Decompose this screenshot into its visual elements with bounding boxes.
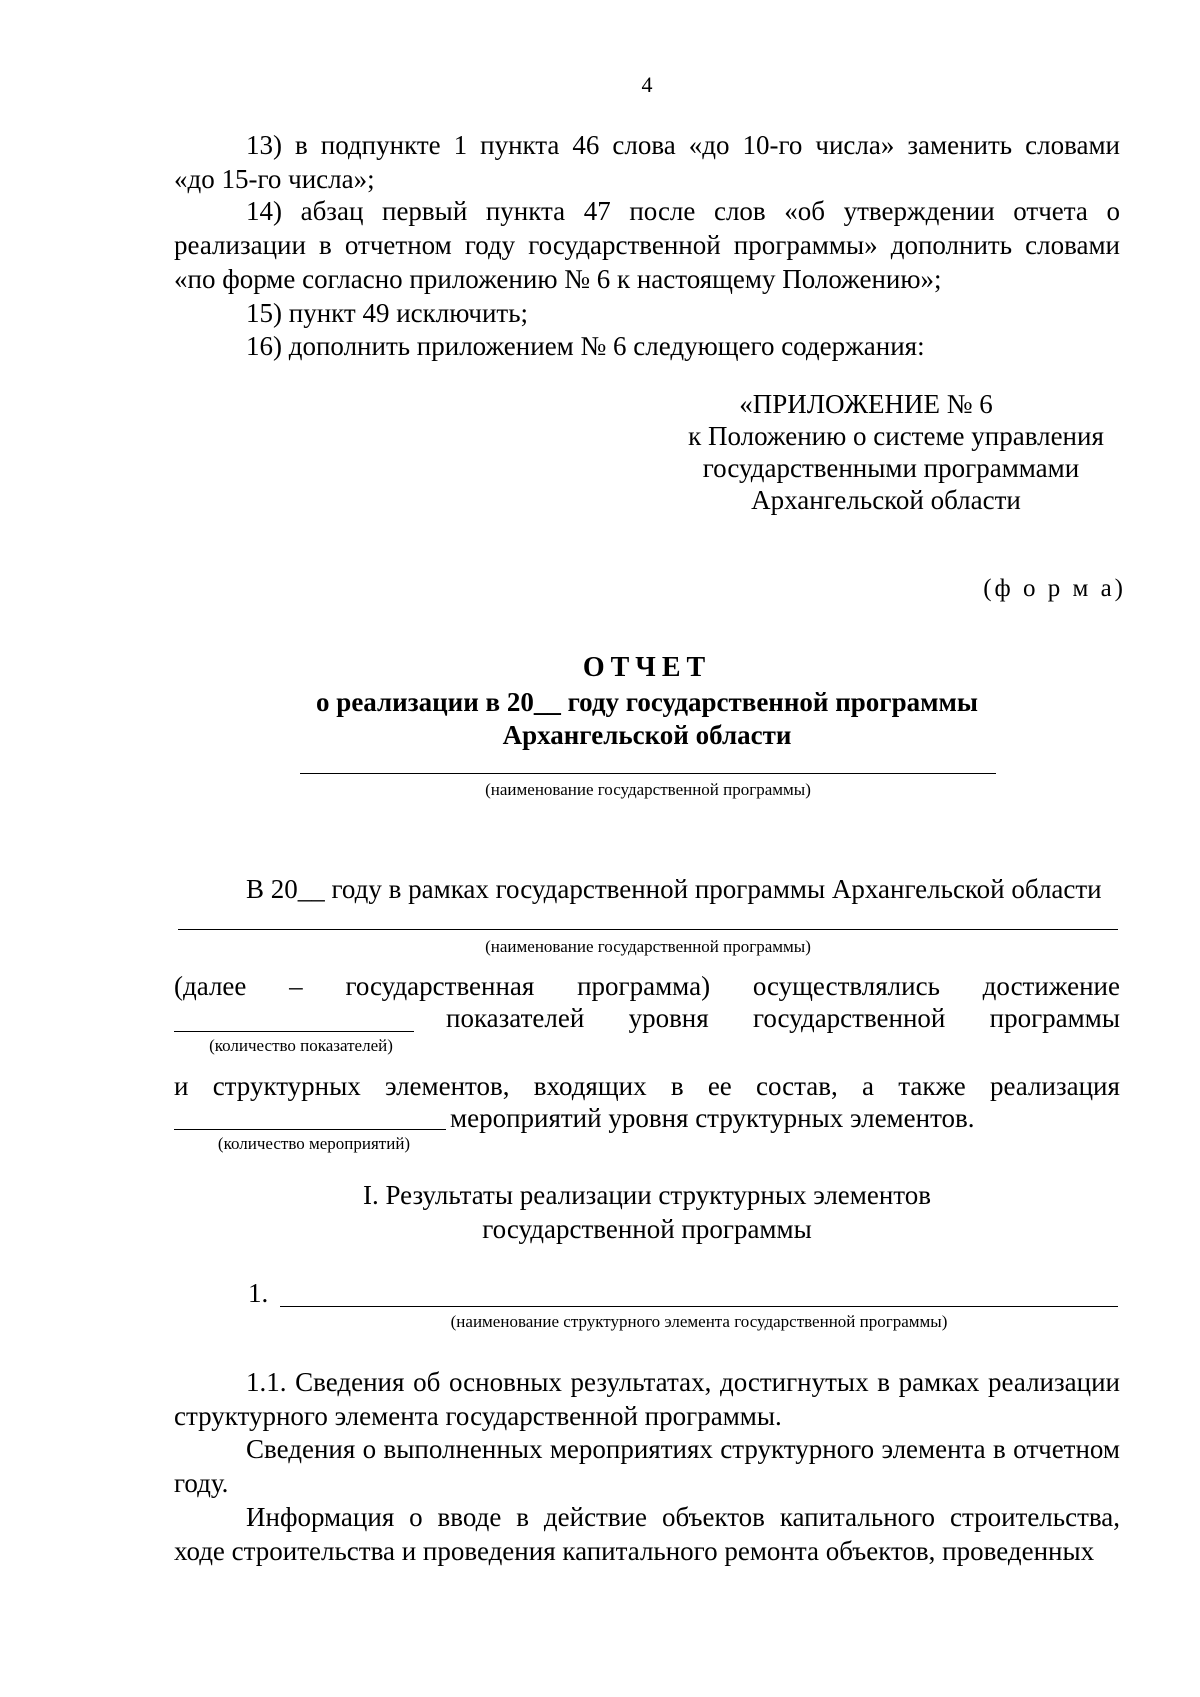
events-text: мероприятий уровня структурных элементов. (450, 1103, 975, 1133)
word: – (289, 971, 303, 1001)
word: осуществлялись (752, 971, 940, 1001)
word: программы (989, 1003, 1120, 1033)
paragraph-year (174, 872, 1120, 906)
word: состав, (756, 1071, 838, 1101)
form-label: (ф о р м а) (983, 575, 1126, 602)
item-13-line2: «до 15-го числа»; (174, 164, 375, 194)
report-subtitle-1: о реализации в 20__ году государственной программы (316, 687, 978, 717)
program-name-line (300, 773, 996, 774)
word: уровня (628, 1003, 709, 1033)
word: государственная (345, 971, 535, 1001)
item-16: 16) дополнить приложением № 6 следующего содержания: (246, 331, 925, 361)
report-subtitle-2: Архангельской области (502, 720, 792, 750)
program-name-caption-2: (наименование государственной программы) (485, 937, 811, 956)
word: а (862, 1071, 874, 1101)
word: программа) (577, 971, 711, 1001)
appendix-line2: к Положению о системе управления (688, 421, 1104, 451)
appendix-line4: Архангельской области (751, 485, 1021, 515)
year-blank: __ (297, 874, 325, 904)
word: и (174, 1071, 189, 1101)
word: (далее (174, 971, 247, 1001)
word: также (898, 1071, 966, 1101)
paragraph-1-1: 1.1. Сведения об основных результатах, достигнутых в рамках реализации структурного элемента государственной программы. (174, 1367, 1120, 1431)
section-1-title-line1: I. Результаты реализации структурных элементов (362, 1180, 931, 1210)
item-13 (174, 128, 1120, 196)
word: ее (707, 1071, 732, 1101)
indicator-count-caption: (количество показателей) (209, 1036, 393, 1055)
word: структурных (212, 1071, 361, 1101)
report-title: ОТЧЕТ (582, 652, 712, 683)
program-name-line-2 (178, 929, 1118, 930)
page-number: 4 (641, 72, 653, 97)
structural-element-caption: (наименование структурного элемента государственной программы) (450, 1312, 948, 1331)
word: государственной (752, 1003, 946, 1033)
word: элементов, (384, 1071, 510, 1101)
word: реализация (989, 1071, 1120, 1101)
item-14: 14) абзац первый пункта 47 после слов «об утверждении отчета о реализации в отчетном году государственной программы» дополнить словами «по форме согласно приложению № 6 к настоящему Положению»; (174, 196, 1120, 294)
indicator-count-blank (174, 1031, 414, 1032)
word: в (670, 1071, 684, 1101)
year-prefix: В 20 (246, 874, 298, 904)
program-name-caption: (наименование государственной программы) (485, 780, 811, 799)
word: достижение (982, 971, 1120, 1001)
structural-element-number: 1. (248, 1278, 269, 1308)
paragraph-line-further (174, 970, 1120, 1002)
appendix-line1: «ПРИЛОЖЕНИЕ № 6 (739, 389, 993, 419)
word: показателей (446, 1003, 585, 1033)
structural-element-line (280, 1306, 1118, 1307)
event-count-caption: (количество мероприятий) (217, 1134, 411, 1153)
year-sentence: году в рамках государственной программы Архангельской области (324, 874, 1102, 904)
paragraph-construction: Информация о вводе в действие объектов капитального строительства, ходе строительства и проведения капитального ремонта объектов, проведенных (174, 1502, 1120, 1566)
appendix-line3: государственными программами (702, 453, 1080, 483)
paragraph-line-indicators (446, 1002, 1120, 1034)
event-count-blank (174, 1129, 446, 1130)
appendix-heading (666, 388, 1126, 516)
item-13-line1: 13) в подпункте 1 пункта 46 слова «до 10-го числа» заменить словами (246, 130, 1120, 160)
word: входящих (533, 1071, 647, 1101)
item-15: 15) пункт 49 исключить; (246, 298, 529, 328)
paragraph-events: Сведения о выполненных мероприятиях структурного элемента в отчетном году. (174, 1434, 1120, 1498)
paragraph-line-structural (174, 1070, 1120, 1102)
section-1-title-line2: государственной программы (482, 1214, 812, 1244)
